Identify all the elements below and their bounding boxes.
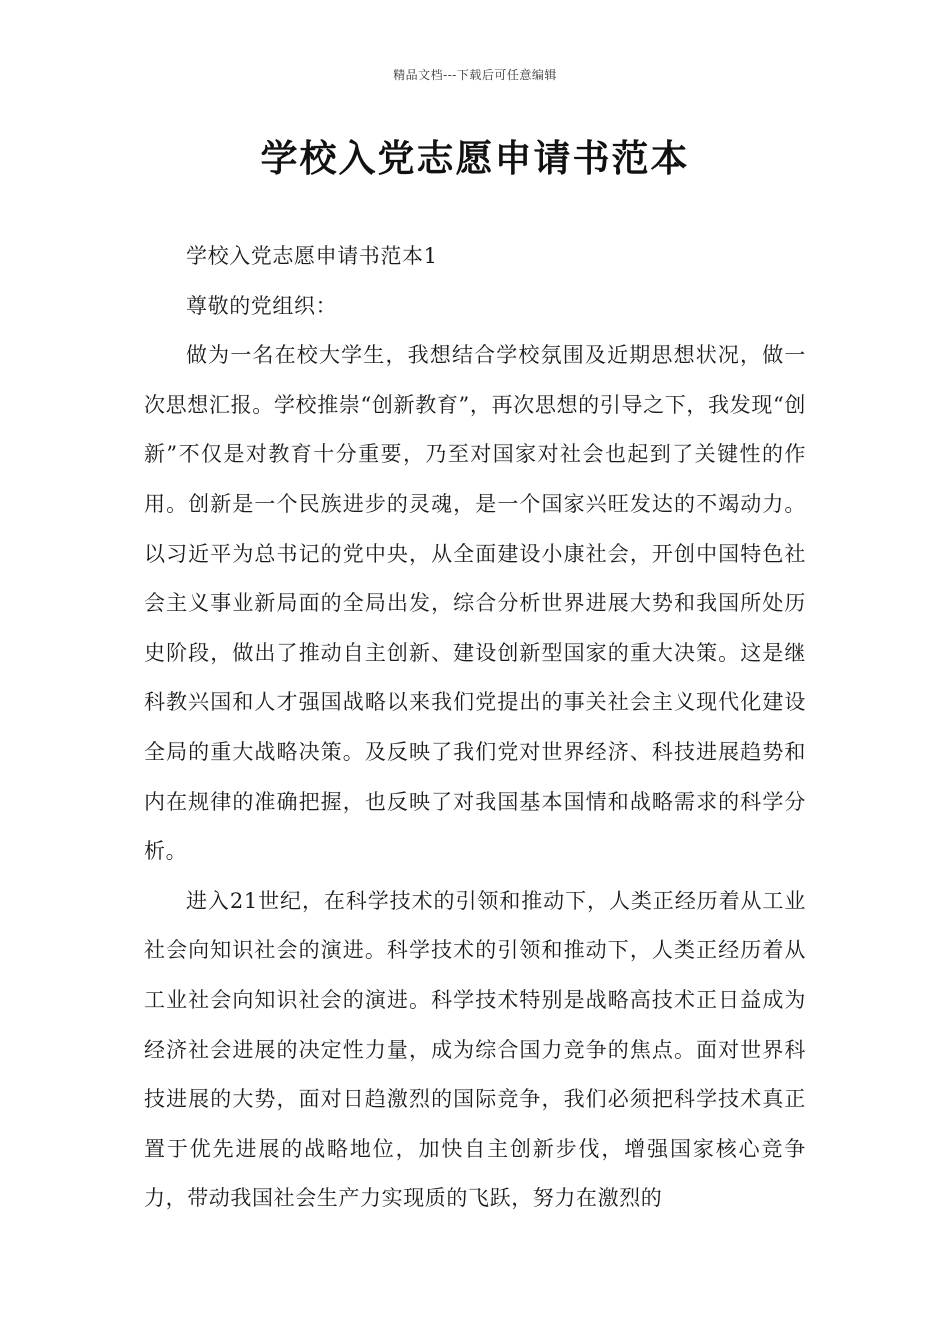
section-heading: 学校入党志愿申请书范本1 — [186, 244, 438, 268]
body-paragraph: 进入21世纪，在科学技术的引领和推动下，人类正经历着从工业社会向知识社会的演进。科学技术的引领和推动下，人类正经历着从工业社会向知识社会的演进。科学技术特别是战略高技术正日益成为经济社会进展的决定性力量，成为综合国力竞争的焦点。面对世界科技进展的大势，面对日趋激烈的国际竞争，我们必须把科学技术真正置于优先进展的战略地位，加快自主创新步伐，增强国家核心竞争力，带动我国社会生产力实现质的飞跃，努力在激烈的 — [144, 888, 806, 1211]
header-note: 精品文档---下载后可任意编辑 — [393, 68, 557, 82]
salutation: 尊敬的党组织： — [186, 293, 338, 318]
body-paragraph: 做为一名在校大学生，我想结合学校氛围及近期思想状况，做一次思想汇报。学校推崇“创新教育”，再次思想的引导之下，我发现“创新”不仅是对教育十分重要，乃至对国家对社会也起到了关键性的作用。创新是一个民族进步的灵魂，是一个国家兴旺发达的不竭动力。以习近平为总书记的党中央，从全面建设小康社会，开创中国特色社会主义事业新局面的全局出发，综合分析世界进展大势和我国所处历史阶段，做出了推动自主创新、建设创新型国家的重大决策。这是继科教兴国和人才强国战略以来我们党提出的事关社会主义现代化建设全局的重大战略决策。及反映了我们党对世界经济、科技进展趋势和内在规律的准确把握，也反映了对我国基本国情和战略需求的科学分析。 — [144, 343, 806, 864]
document-body — [144, 232, 806, 1224]
page-title: 学校入党志愿申请书范本 — [260, 137, 690, 180]
